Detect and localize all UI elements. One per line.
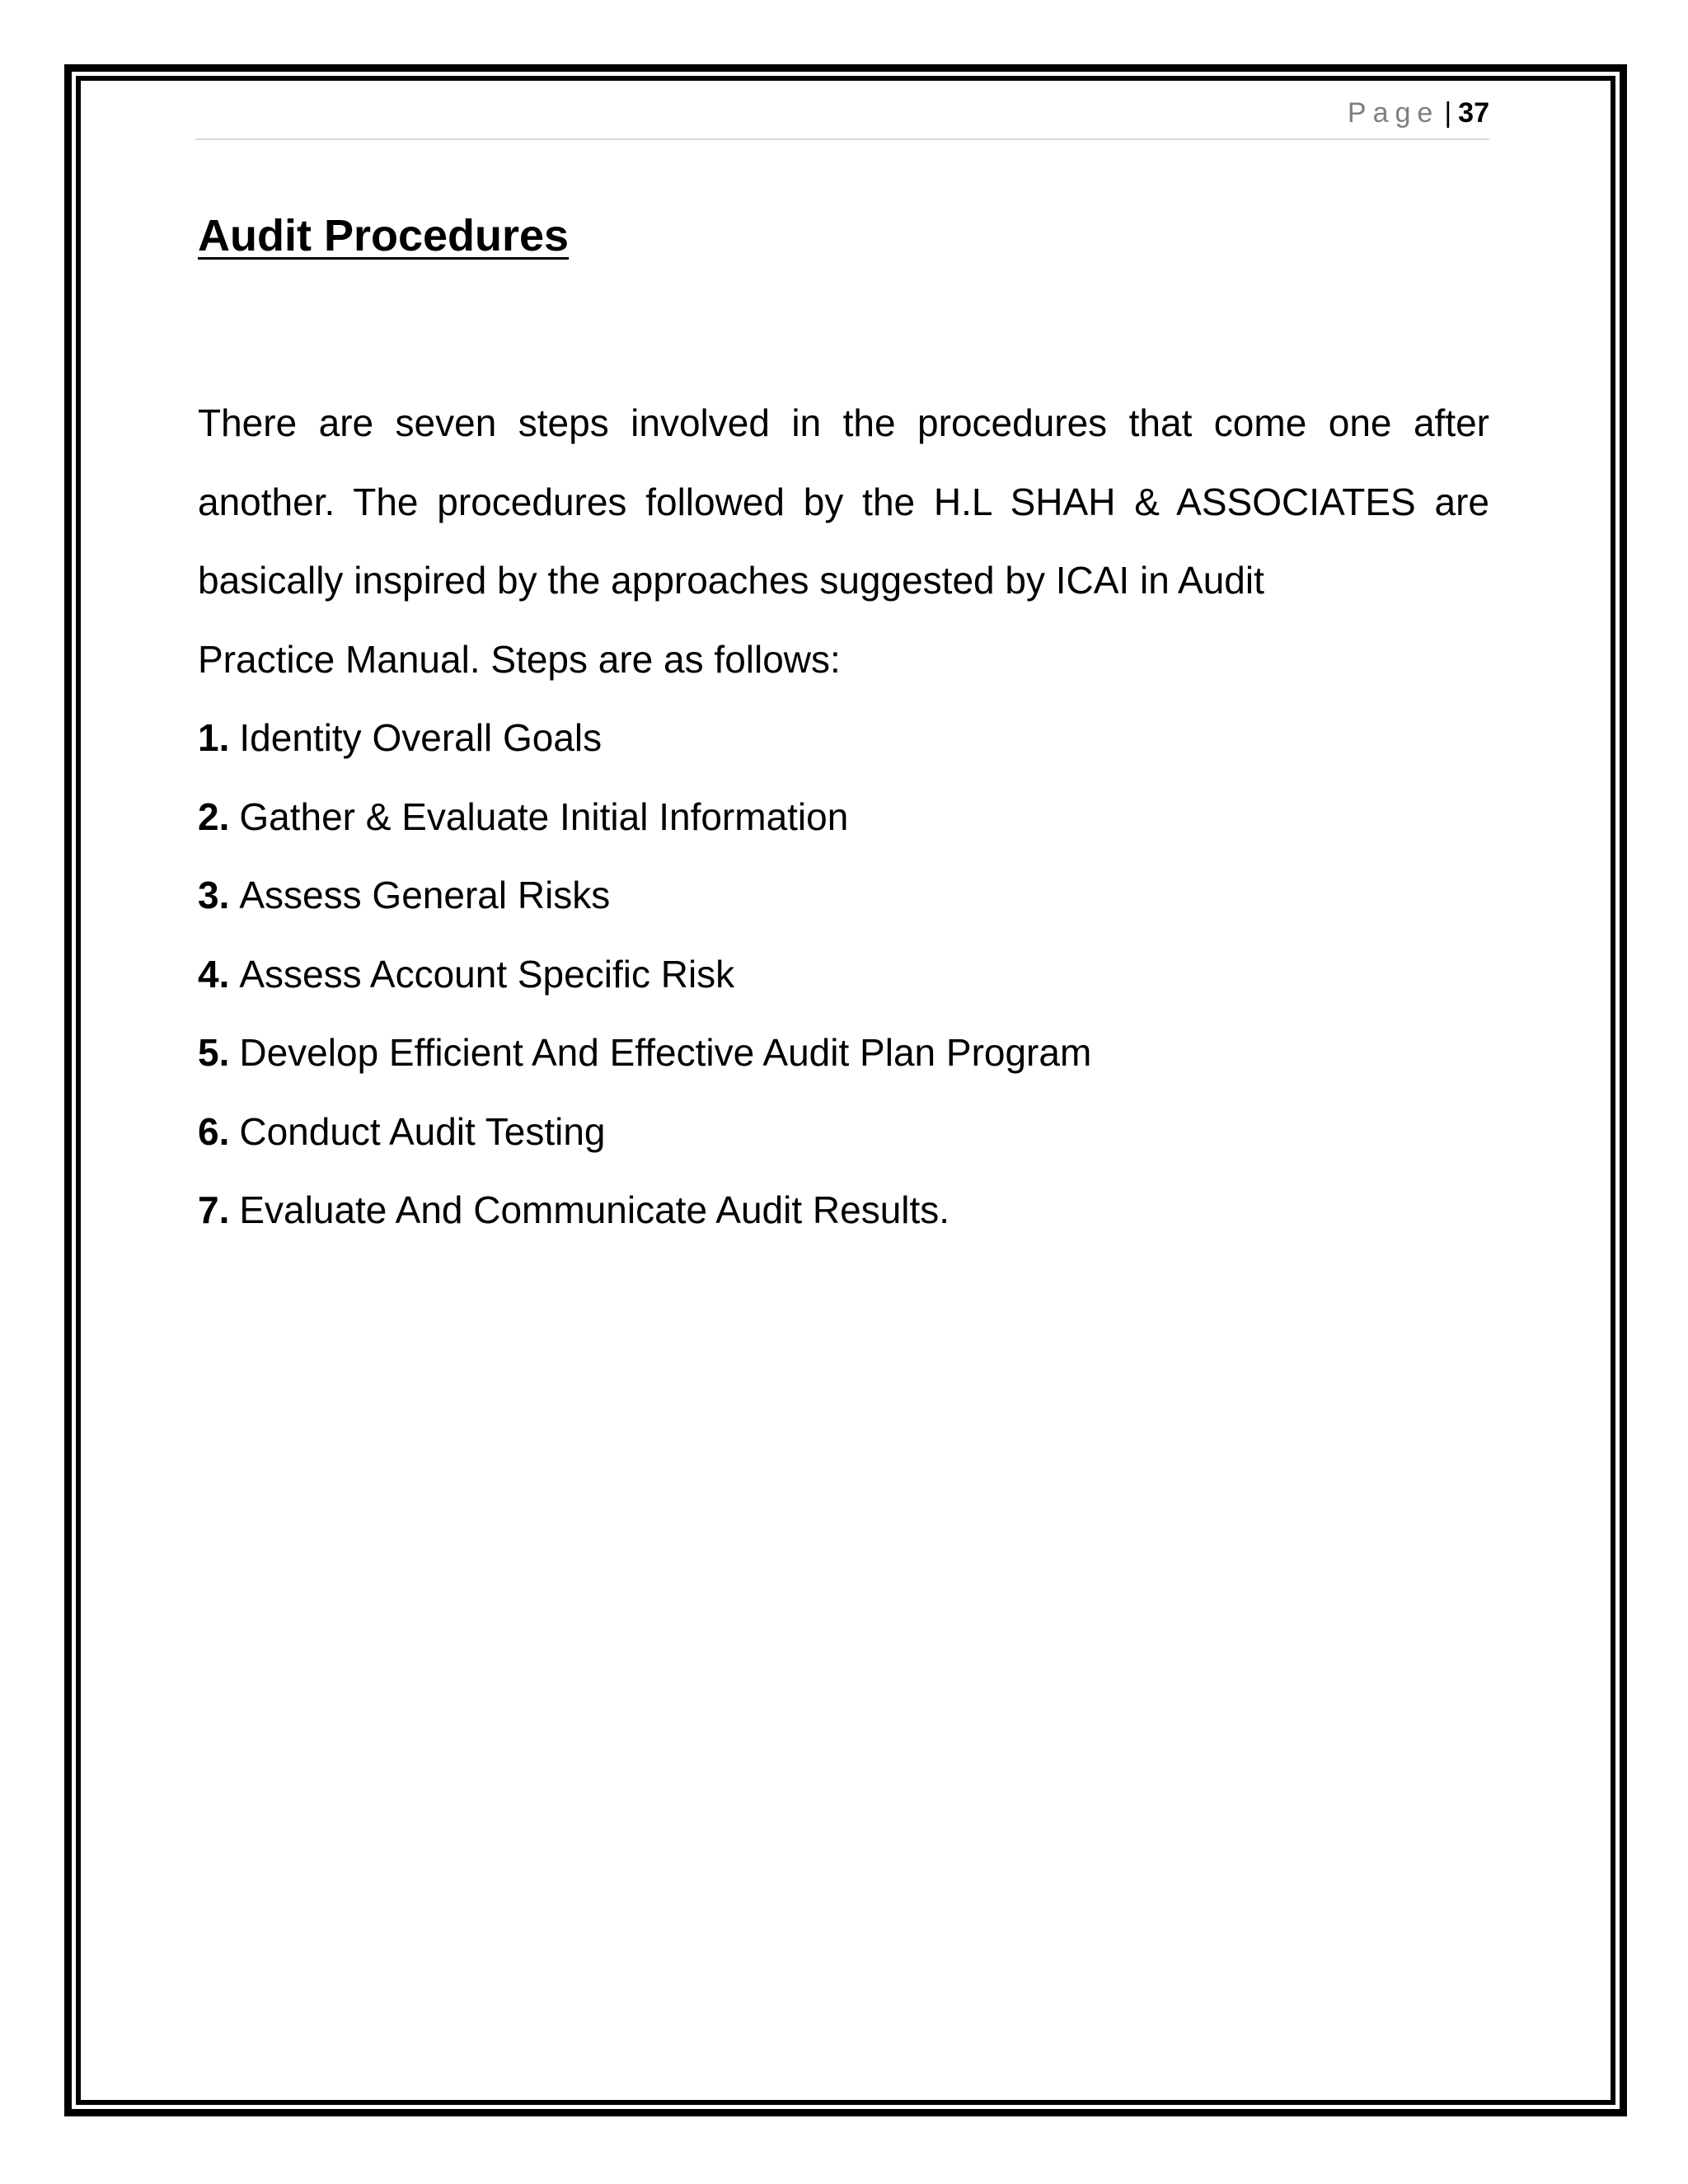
step-text: Identity Overall Goals [239,716,603,759]
section-title: Audit Procedures [198,211,570,260]
step-text: Develop Efficient And Effective Audit Plan Program [239,1031,1092,1074]
step-number: 1. [198,716,230,759]
list-item [198,1014,1489,1093]
list-item [198,1093,1489,1172]
list-item [198,1171,1489,1250]
intro-paragraph: There are seven steps involved in the procedures that come one after another. The procedures followed by the H.L SHAH & ASSOCIATES are basically inspired by the approaches suggested by ICAI in Audit [198,401,1489,602]
page-number: 37 [1458,97,1489,129]
intro-paragraph-end: Practice Manual. Steps are as follows: [198,637,841,681]
step-number: 7. [198,1188,230,1231]
page-label: Page [1347,97,1440,129]
document-body [198,384,1489,1250]
step-number: 3. [198,874,230,916]
list-item [198,856,1489,935]
page-separator: | [1444,97,1452,129]
step-number: 5. [198,1031,230,1074]
page-header [195,97,1489,140]
step-text: Evaluate And Communicate Audit Results. [239,1188,950,1231]
step-number: 4. [198,952,230,996]
step-text: Assess General Risks [239,874,611,916]
list-item [198,699,1489,778]
list-item [198,778,1489,857]
step-number: 6. [198,1109,230,1153]
step-number: 2. [198,794,230,838]
steps-list [198,699,1489,1250]
step-text: Assess Account Specific Risk [239,952,735,996]
step-text: Conduct Audit Testing [239,1109,606,1153]
list-item [198,935,1489,1015]
step-text: Gather & Evaluate Initial Information [239,794,849,838]
